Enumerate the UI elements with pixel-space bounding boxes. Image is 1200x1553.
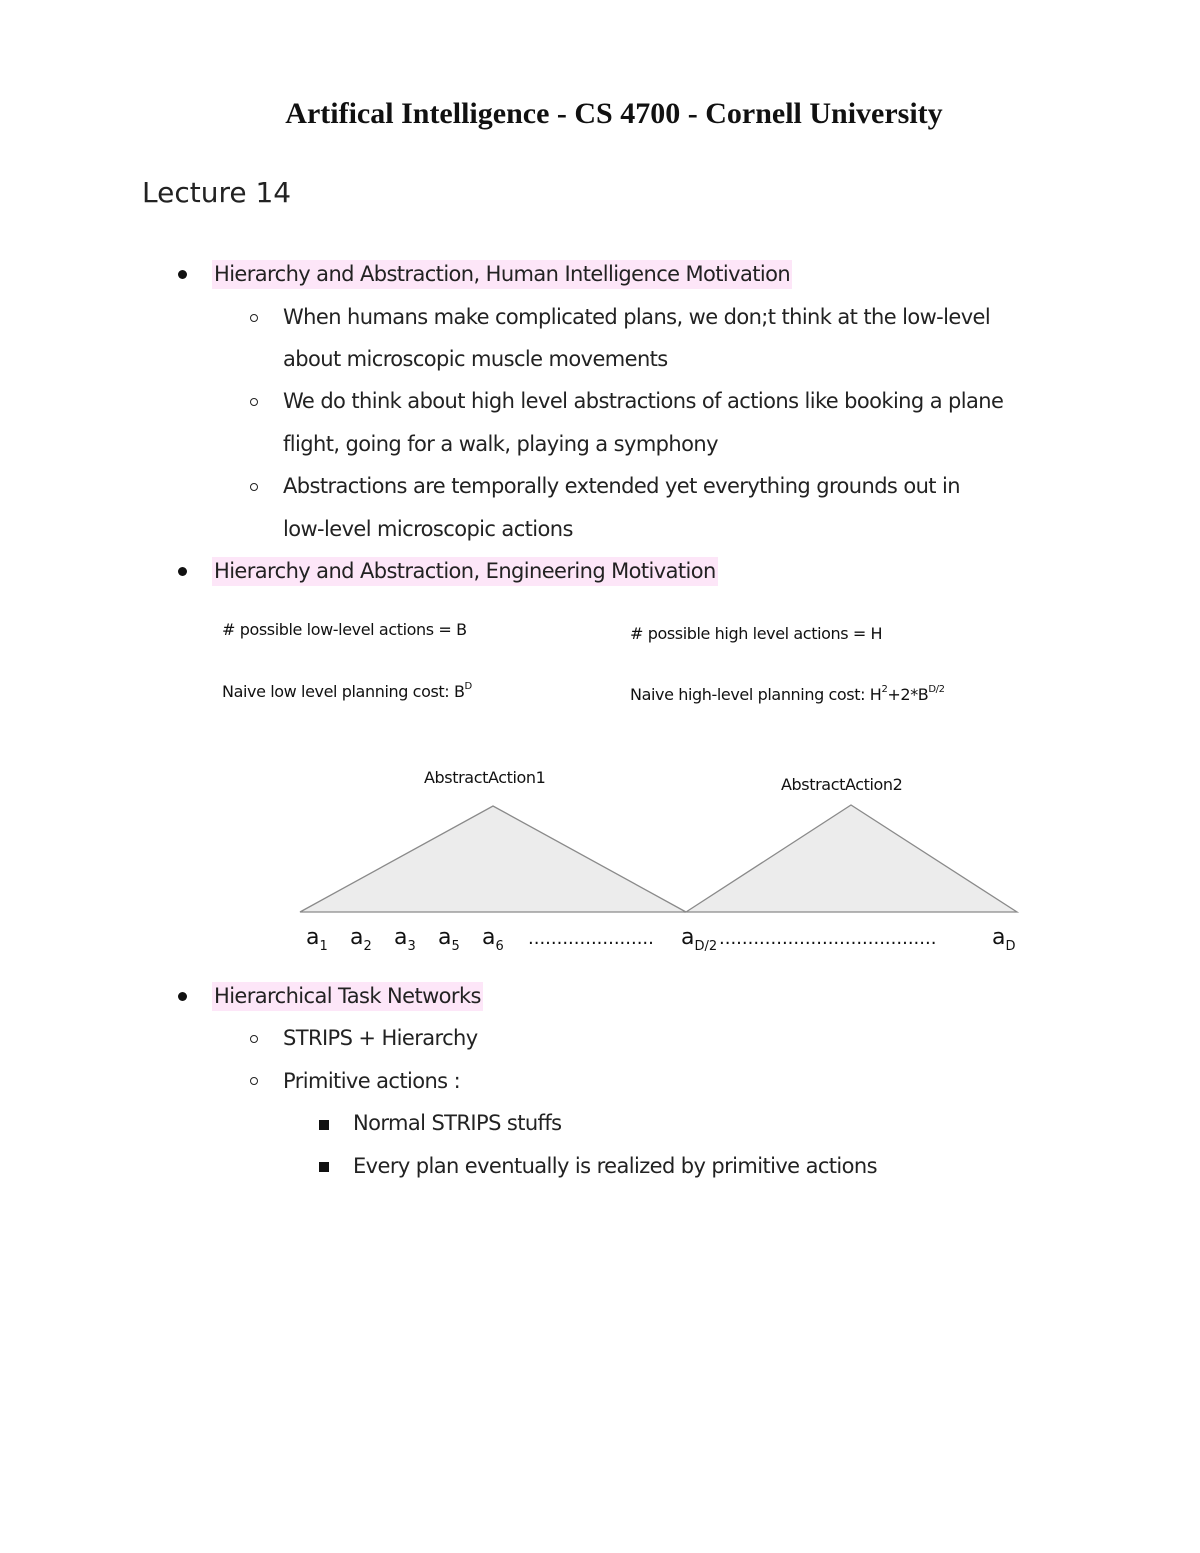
list-item-text: Primitive actions : xyxy=(283,1069,461,1093)
bullet-marker xyxy=(178,567,187,576)
square-bullet-marker xyxy=(319,1162,329,1172)
list-item-text: STRIPS + Hierarchy xyxy=(283,1026,478,1050)
highlighted-heading-text: Hierarchy and Abstraction, Human Intelligence Motivation xyxy=(212,260,792,289)
sub-list-item-text: Normal STRIPS stuffs xyxy=(353,1111,562,1135)
sub-bullet-marker xyxy=(250,398,258,406)
leaf-a-mid: $a_{D/2}$ xyxy=(681,925,718,954)
list-item-text: about microscopic muscle movements xyxy=(283,347,668,371)
leaf-a-end: $a_D$ xyxy=(992,925,1016,954)
abstract-action-2-label: AbstractAction2 xyxy=(781,775,903,794)
leaf-a1: $a_1$ xyxy=(306,925,328,954)
sub-bullet-marker xyxy=(250,1077,258,1085)
document-title: Artifical Intelligence - CS 4700 - Cornell University xyxy=(285,97,943,130)
high-level-actions-label: # possible high level actions = H xyxy=(630,624,883,643)
section-heading xyxy=(212,260,792,288)
abstraction-diagram xyxy=(0,600,1200,970)
lecture-heading: Lecture 14 xyxy=(142,176,292,209)
leaf-a3: $a_3$ xyxy=(394,925,416,954)
leaf-a6: $a_6$ xyxy=(482,925,504,954)
bullet-marker xyxy=(178,270,187,279)
square-bullet-marker xyxy=(319,1120,329,1130)
primitive-action-leaves xyxy=(306,925,1016,954)
leaf-a5: $a_5$ xyxy=(438,925,460,954)
sub-bullet-marker xyxy=(250,314,258,322)
highlighted-heading-text: Hierarchical Task Networks xyxy=(212,982,483,1011)
list-item-text: low-level microscopic actions xyxy=(283,517,573,541)
abstract-action-1-label: AbstractAction1 xyxy=(424,768,546,787)
leaf-dots-1: ...................... xyxy=(528,928,654,949)
section-heading xyxy=(212,982,483,1010)
abstract-action-2-triangle xyxy=(686,805,1017,912)
high-level-cost-label: Naive high-level planning cost: $H^2+2*B^{D/2}$ xyxy=(630,684,945,704)
abstract-action-1-triangle xyxy=(300,806,686,912)
section-heading xyxy=(212,557,718,585)
leaf-a2: $a_2$ xyxy=(350,925,372,954)
list-item-text: Abstractions are temporally extended yet everything grounds out in xyxy=(283,474,960,498)
leaf-dots-2: ...................................... xyxy=(719,928,937,949)
sub-bullet-marker xyxy=(250,1035,258,1043)
low-level-actions-label: # possible low-level actions = B xyxy=(222,620,467,639)
sub-bullet-marker xyxy=(250,483,258,491)
highlighted-heading-text: Hierarchy and Abstraction, Engineering Motivation xyxy=(212,557,718,586)
low-level-cost-label: Naive low level planning cost: $B^D$ xyxy=(222,681,472,701)
list-item-text: flight, going for a walk, playing a symphony xyxy=(283,432,718,456)
list-item-text: We do think about high level abstractions of actions like booking a plane xyxy=(283,389,1004,413)
bullet-marker xyxy=(178,992,187,1001)
list-item-text: When humans make complicated plans, we don;t think at the low-level xyxy=(283,305,991,329)
sub-list-item-text: Every plan eventually is realized by primitive actions xyxy=(353,1154,877,1178)
